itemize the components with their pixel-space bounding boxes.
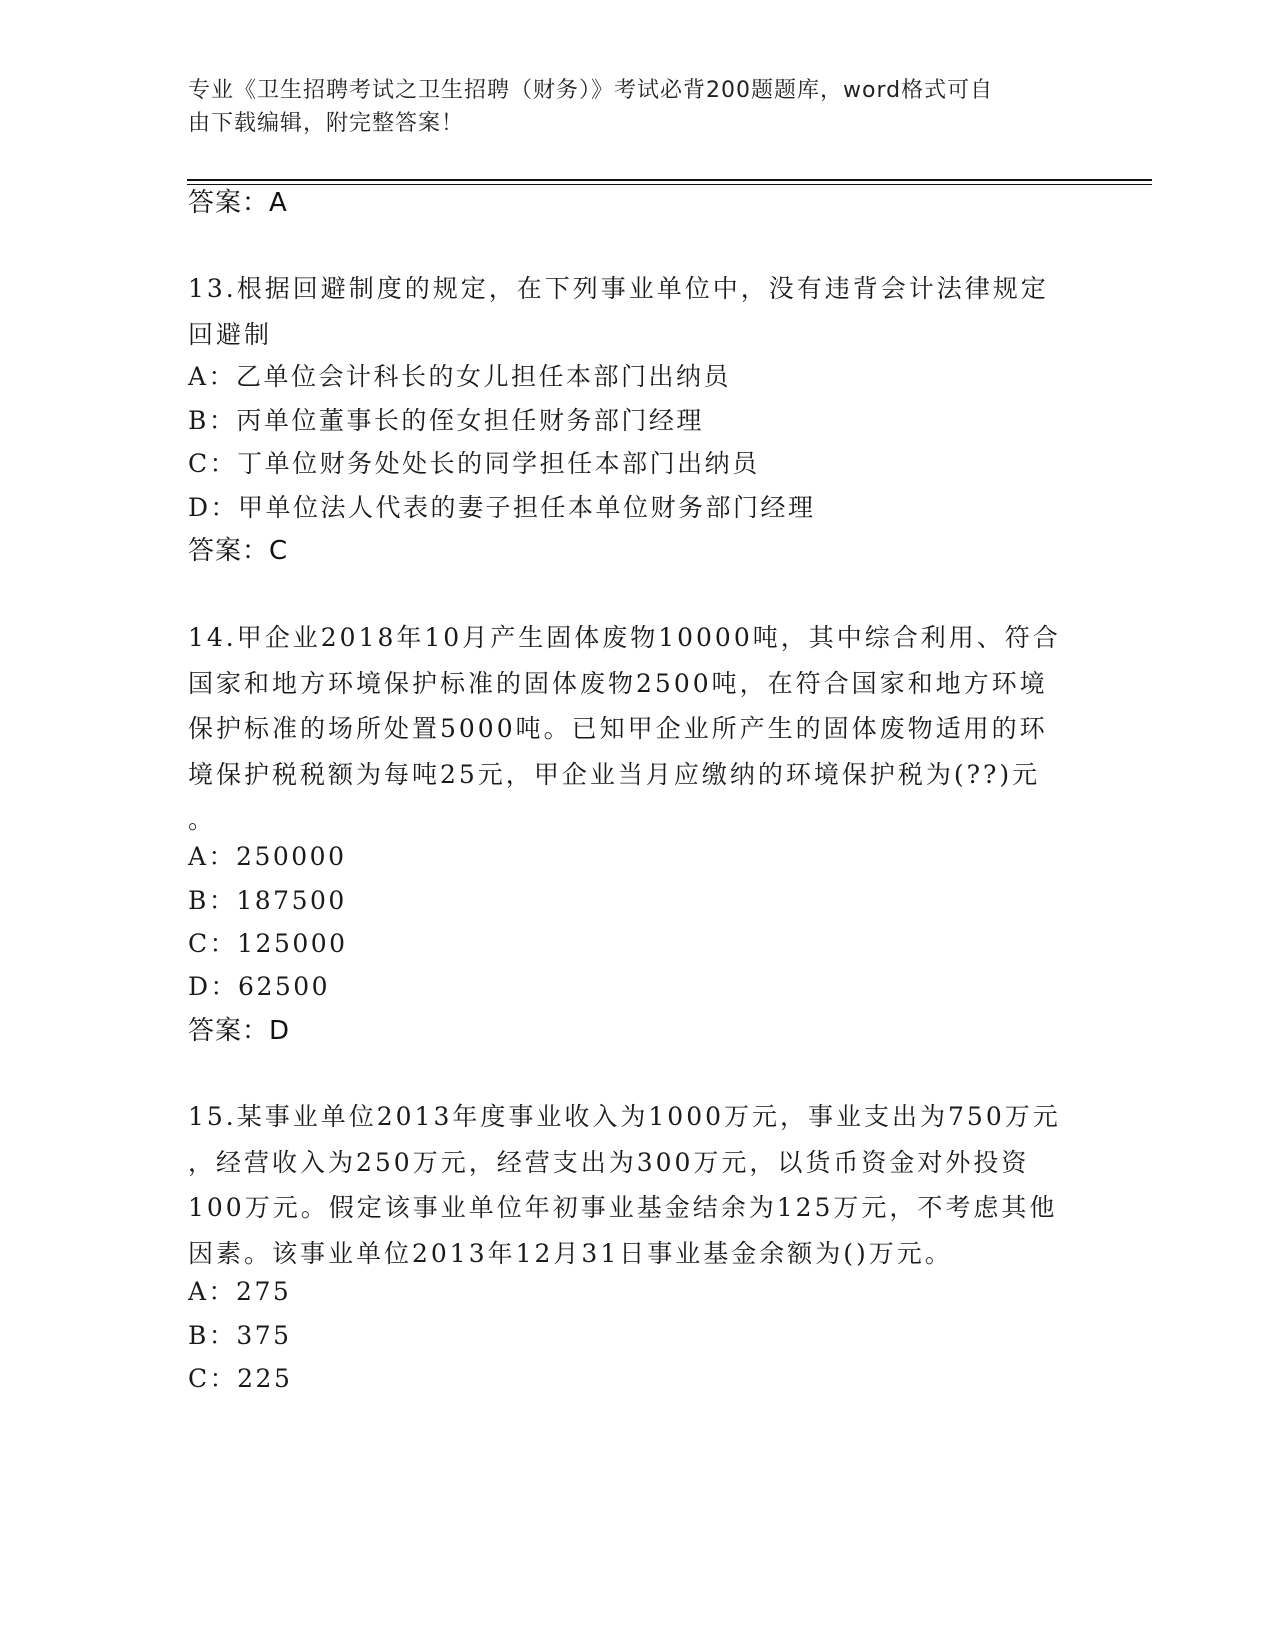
question-14-option-c: C：125000 xyxy=(188,929,348,958)
question-13-stem xyxy=(188,266,1088,357)
question-13-option-b: B：丙单位董事长的侄女担任财务部门经理 xyxy=(188,406,704,435)
header-line-2: 由下载编辑，附完整答案！ xyxy=(188,111,465,136)
question-14-stem xyxy=(188,615,1088,843)
question-14-option-b: B：187500 xyxy=(188,886,347,915)
question-15-stem-line-4: 因素。该事业单位2013年12月31日事业基金余额为()万元。 xyxy=(188,1238,953,1268)
question-14-stem-line-1: 14.甲企业2018年10月产生固体废物10000吨，其中综合利用、符合 xyxy=(188,623,1061,652)
question-13-option-c: C：丁单位财务处处长的同学担任本部门出纳员 xyxy=(188,449,760,478)
question-14-option-d: D：62500 xyxy=(188,972,331,1001)
question-14-option-a: A：250000 xyxy=(188,842,347,871)
question-14-stem-line-2: 国家和地方环境保护标准的固体废物2500吨，在符合国家和地方环境 xyxy=(188,668,1048,698)
question-13-stem-line-1: 13.根据回避制度的规定，在下列事业单位中，没有违背会计法律规定 xyxy=(188,274,1049,303)
question-14-stem-line-5: 。 xyxy=(188,805,217,834)
header-line-1: 专业《卫生招聘考试之卫生招聘（财务）》考试必背200题题库，word格式可自 xyxy=(188,78,994,103)
question-13-answer: 答案：C xyxy=(188,536,289,566)
question-15-stem xyxy=(188,1094,1088,1276)
question-15-option-b: B：375 xyxy=(188,1321,292,1350)
question-15-stem-line-1: 15.某事业单位2013年度事业收入为1000万元，事业支出为750万元 xyxy=(188,1102,1061,1131)
question-14-answer: 答案：D xyxy=(188,1016,291,1046)
document-header xyxy=(188,74,1068,140)
question-13-option-d: D：甲单位法人代表的妻子担任本单位财务部门经理 xyxy=(188,493,816,522)
question-15-stem-line-3: 100万元。假定该事业单位年初事业基金结余为125万元，不考虑其他 xyxy=(188,1193,1058,1222)
question-13-stem-line-2: 回避制 xyxy=(188,319,273,349)
question-15-option-c: C：225 xyxy=(188,1364,293,1393)
header-rule-thin xyxy=(187,184,1152,185)
question-14-stem-line-4: 境保护税税额为每吨25元，甲企业当月应缴纳的环境保护税为(??)元 xyxy=(188,759,1041,789)
question-15-stem-line-2: ，经营收入为250万元，经营支出为300万元，以货币资金对外投资 xyxy=(188,1147,1030,1177)
question-13-option-a: A：乙单位会计科长的女儿担任本部门出纳员 xyxy=(188,362,732,391)
question-14-stem-line-3: 保护标准的场所处置5000吨。已知甲企业所产生的固体废物适用的环 xyxy=(188,714,1048,743)
question-15-option-a: A：275 xyxy=(188,1277,292,1306)
header-rule-thick xyxy=(187,179,1152,181)
answer-prev: 答案：A xyxy=(188,188,288,218)
